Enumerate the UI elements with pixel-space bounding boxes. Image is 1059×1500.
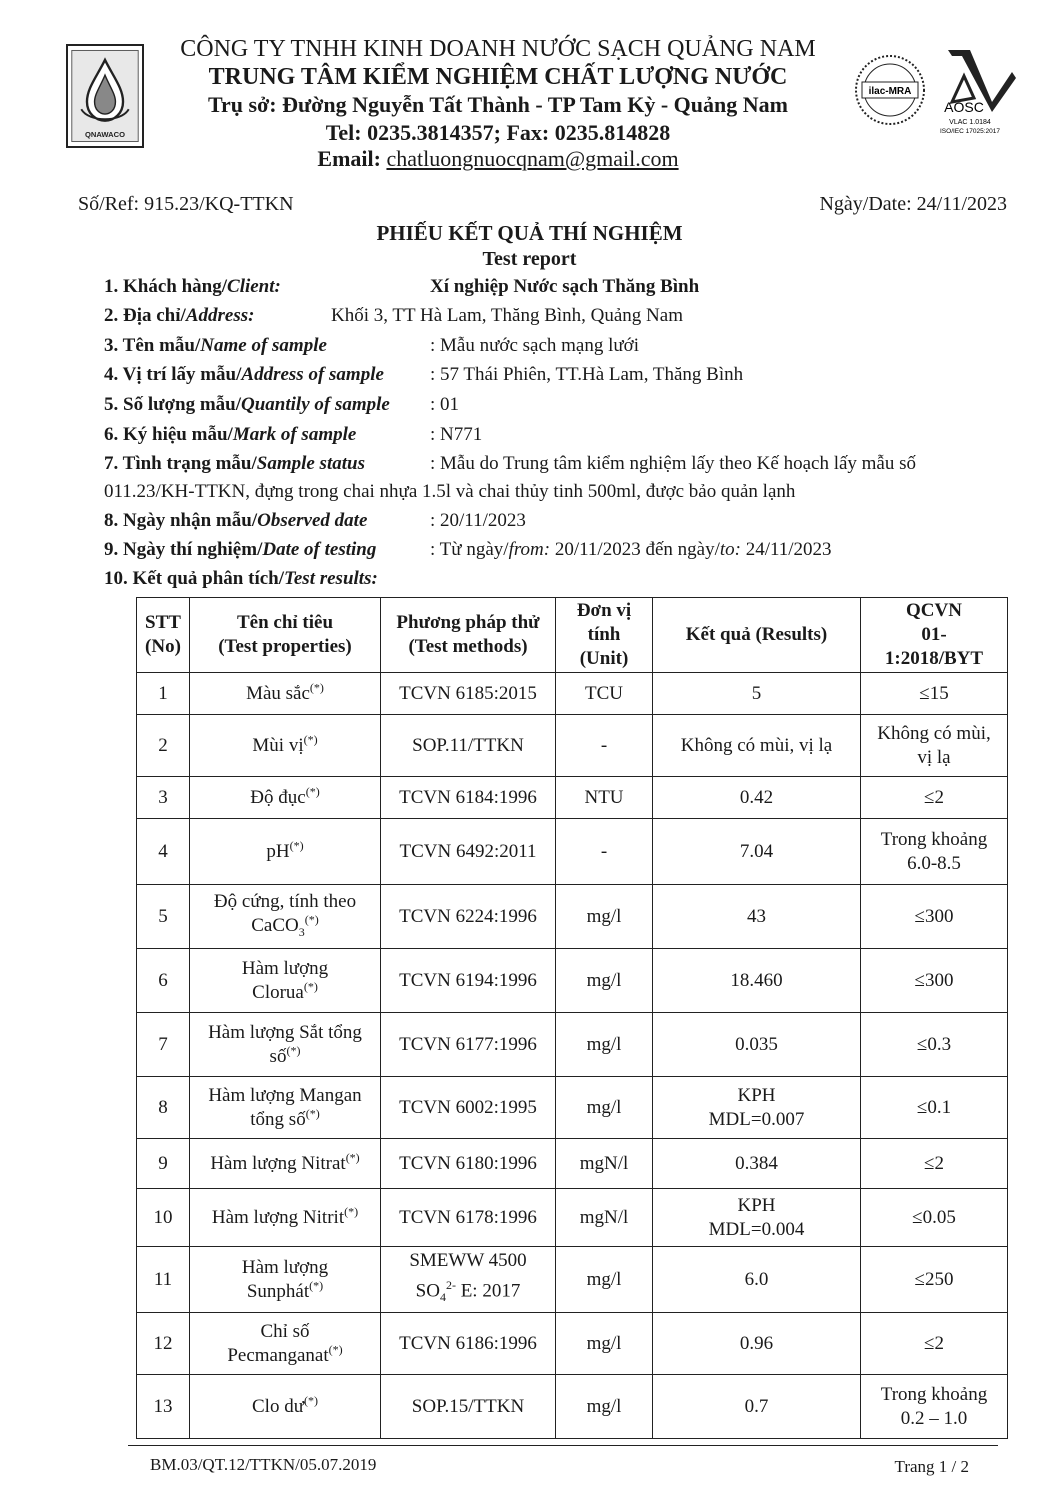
table-row: [137, 1139, 1008, 1189]
aosc-logo-icon: [940, 50, 1016, 135]
address-label-en: Address:: [185, 305, 255, 326]
cell-no: 1: [137, 673, 190, 715]
cell-standard: ≤2: [861, 1139, 1008, 1189]
cell-no: 2: [137, 715, 190, 777]
accreditation-logos: [852, 42, 1022, 138]
cell-unit: mgN/l: [556, 1189, 653, 1247]
email-label: Email:: [317, 146, 381, 171]
results-table: [136, 597, 1008, 1439]
cell-standard: ≤2: [861, 777, 1008, 819]
cell-unit: mg/l: [556, 949, 653, 1013]
header-result: Kết quả (Results): [653, 598, 861, 673]
cell-result: 43: [653, 885, 861, 949]
sample-name-label: 3. Tên mẫu/: [104, 335, 201, 356]
cell-result: KPH MDL=0.004: [653, 1189, 861, 1247]
center-phone: Tel: 0235.3814357; Fax: 0235.814828: [325, 120, 671, 145]
mark-value: : N771: [430, 424, 483, 445]
cell-result: 0.7: [653, 1375, 861, 1439]
cell-property: Hàm lượng Sunphát(*): [190, 1247, 381, 1313]
location-label: 4. Vị trí lấy mẫu/: [104, 364, 242, 385]
page-number: Trang 1 / 2: [894, 1457, 969, 1476]
cell-property: Hàm lượng Clorua(*): [190, 949, 381, 1013]
header-methods: Phương pháp thử (Test methods): [381, 598, 556, 673]
table-row: [137, 949, 1008, 1013]
cell-result: 0.42: [653, 777, 861, 819]
cell-unit: mg/l: [556, 885, 653, 949]
cell-no: 7: [137, 1013, 190, 1077]
company-name: CÔNG TY TNHH KINH DOANH NƯỚC SẠCH QUẢNG NAM: [180, 36, 816, 62]
cell-method: TCVN 6184:1996: [381, 777, 556, 819]
cell-property: Mùi vị(*): [190, 715, 381, 777]
cell-no: 4: [137, 819, 190, 885]
cell-standard: ≤2: [861, 1313, 1008, 1375]
table-row: [137, 1247, 1008, 1313]
cell-result: 18.460: [653, 949, 861, 1013]
mark-label-en: Mark of sample: [232, 424, 357, 445]
vilas-text: VLAC 1.0184: [949, 119, 991, 126]
cell-result: 0.035: [653, 1013, 861, 1077]
testing-to-en: to:: [719, 539, 741, 560]
cell-no: 11: [137, 1247, 190, 1313]
cell-property: Màu sắc(*): [190, 673, 381, 715]
cell-no: 10: [137, 1189, 190, 1247]
received-value: : 20/11/2023: [430, 510, 526, 531]
header-no: STT (No): [137, 598, 190, 673]
cell-method: TCVN 6194:1996: [381, 949, 556, 1013]
cell-method: TCVN 6224:1996: [381, 885, 556, 949]
center-name: TRUNG TÂM KIỂM NGHIỆM CHẤT LƯỢNG NƯỚC: [208, 64, 788, 90]
sample-name-value: : Mẫu nước sạch mạng lưới: [430, 335, 640, 356]
info-sample-location: [104, 364, 744, 386]
ilac-text: ilac-MRA: [868, 86, 912, 97]
cell-unit: -: [556, 715, 653, 777]
client-label-en: Client:: [227, 276, 281, 297]
cell-standard: ≤0.1: [861, 1077, 1008, 1139]
cell-standard: ≤300: [861, 949, 1008, 1013]
table-row: [137, 1013, 1008, 1077]
info-client: [104, 276, 700, 298]
address-label: 2. Địa chỉ/: [104, 305, 186, 326]
report-title-english: Test report: [482, 248, 577, 270]
results-label-en: Test results:: [284, 568, 378, 589]
cell-method: TCVN 6178:1996: [381, 1189, 556, 1247]
cell-method: TCVN 6180:1996: [381, 1139, 556, 1189]
cell-method: SOP.11/TTKN: [381, 715, 556, 777]
center-email-line: [150, 146, 846, 172]
table-row: [137, 673, 1008, 715]
cell-standard: ≤300: [861, 885, 1008, 949]
table-row: [137, 1313, 1008, 1375]
location-value: : 57 Thái Phiên, TT.Hà Lam, Thăng Bình: [430, 364, 744, 385]
cell-method: TCVN 6002:1995: [381, 1077, 556, 1139]
testing-from: 20/11/2023 đến ngày/: [550, 539, 720, 560]
info-sample-name: [104, 335, 640, 357]
status-label: 7. Tình trạng mẫu/: [104, 453, 257, 474]
report-date: Ngày/Date: 24/11/2023: [819, 193, 1007, 215]
testing-from-prefix: : Từ ngày/: [430, 539, 509, 560]
cell-result: 5: [653, 673, 861, 715]
cell-unit: mg/l: [556, 1077, 653, 1139]
cell-property: Hàm lượng Nitrat(*): [190, 1139, 381, 1189]
mark-label: 6. Ký hiệu mẫu/: [104, 424, 233, 445]
cell-result: 0.384: [653, 1139, 861, 1189]
quantity-value: : 01: [430, 394, 460, 415]
table-row: [137, 1189, 1008, 1247]
cell-property: Hàm lượng Sắt tổng số(*): [190, 1013, 381, 1077]
cell-standard: Trong khoảng 6.0-8.5: [861, 819, 1008, 885]
water-drop-logo-icon: [68, 46, 142, 146]
ilac-mra-seal-icon: [856, 56, 924, 124]
cell-method: SMEWW 4500 $SO_4^{2-}$ E: 2017: [381, 1247, 556, 1313]
cell-unit: mg/l: [556, 1013, 653, 1077]
status-label-en: Sample status: [256, 453, 365, 474]
form-code: BM.03/QT.12/TTKN/05.07.2019: [150, 1455, 377, 1474]
testing-from-en: from:: [508, 539, 551, 560]
company-logo: [66, 44, 144, 148]
cell-unit: TCU: [556, 673, 653, 715]
table-row: [137, 885, 1008, 949]
cell-no: 5: [137, 885, 190, 949]
cell-unit: mg/l: [556, 1375, 653, 1439]
info-sample-status: [104, 453, 917, 475]
received-label-en: Observed date: [257, 510, 368, 531]
info-sample-mark: [104, 424, 483, 446]
cell-method: TCVN 6186:1996: [381, 1313, 556, 1375]
client-label: 1. Khách hàng/: [104, 276, 228, 297]
cell-method: SOP.15/TTKN: [381, 1375, 556, 1439]
cell-no: 3: [137, 777, 190, 819]
location-label-en: Address of sample: [241, 364, 384, 385]
cell-unit: NTU: [556, 777, 653, 819]
cell-property: Hàm lượng Mangan tổng số(*): [190, 1077, 381, 1139]
cell-no: 12: [137, 1313, 190, 1375]
table-header-row: [137, 598, 1008, 673]
testing-value: [430, 539, 832, 561]
email-link[interactable]: chatluongnuocqnam@gmail.com: [386, 146, 679, 171]
cell-method: TCVN 6185:2015: [381, 673, 556, 715]
cell-result: Không có mùi, vị lạ: [653, 715, 861, 777]
table-row: [137, 1077, 1008, 1139]
header-unit: Đơn vị tính (Unit): [556, 598, 653, 673]
quantity-label-en: Quantily of sample: [241, 394, 390, 415]
sample-name-label-en: Name of sample: [200, 335, 327, 356]
cell-result: 0.96: [653, 1313, 861, 1375]
cell-standard: ≤15: [861, 673, 1008, 715]
cell-no: 8: [137, 1077, 190, 1139]
cell-unit: mgN/l: [556, 1139, 653, 1189]
cell-no: 9: [137, 1139, 190, 1189]
table-row: [137, 777, 1008, 819]
cell-property: Độ cứng, tính theo CaCO$_3$(*): [190, 885, 381, 949]
cell-result: 7.04: [653, 819, 861, 885]
table-row: [137, 819, 1008, 885]
cell-property: pH(*): [190, 819, 381, 885]
cell-unit: mg/l: [556, 1313, 653, 1375]
status-value-line-2: 011.23/KH-TTKN, đựng trong chai nhựa 1.5l và chai thủy tinh 500ml, được bảo quản lạnh: [104, 481, 796, 502]
cell-standard: ≤0.05: [861, 1189, 1008, 1247]
report-title: PHIẾU KẾT QUẢ THÍ NGHIỆM: [376, 221, 683, 245]
testing-label-en: Date of testing: [262, 539, 377, 560]
cell-standard: Trong khoảng 0.2 – 1.0: [861, 1375, 1008, 1439]
table-row: [137, 715, 1008, 777]
info-test-results: [104, 568, 378, 590]
address-value: Khối 3, TT Hà Lam, Thăng Bình, Quảng Nam: [331, 305, 683, 326]
testing-label: 9. Ngày thí nghiệm/: [104, 539, 263, 560]
cell-result: KPH MDL=0.007: [653, 1077, 861, 1139]
header-standard: QCVN 01- 1:2018/BYT: [861, 598, 1008, 673]
status-value: : Mẫu do Trung tâm kiểm nghiệm lấy theo Kế hoạch lấy mẫu số: [430, 453, 917, 474]
cell-method: TCVN 6492:2011: [381, 819, 556, 885]
results-label: 10. Kết quả phân tích/: [104, 568, 285, 589]
cell-property: Hàm lượng Nitrit(*): [190, 1189, 381, 1247]
quantity-label: 5. Số lượng mẫu/: [104, 394, 242, 415]
logo-text: QNAWACO: [85, 129, 125, 139]
footer-divider: [128, 1445, 998, 1446]
testing-to: 24/11/2023: [740, 539, 832, 560]
cell-unit: mg/l: [556, 1247, 653, 1313]
cell-standard: ≤250: [861, 1247, 1008, 1313]
cell-standard: Không có mùi, vị lạ: [861, 715, 1008, 777]
info-testing-date: [104, 539, 832, 561]
reference-number: Số/Ref: 915.23/KQ-TTKN: [78, 193, 294, 215]
center-address: Trụ sở: Đường Nguyễn Tất Thành - TP Tam Kỳ - Quảng Nam: [208, 92, 788, 117]
aosc-text: AOSC: [944, 99, 984, 115]
info-sample-quantity: [104, 394, 460, 416]
iso-text: ISO/IEC 17025:2017: [940, 128, 1000, 135]
received-label: 8. Ngày nhận mẫu/: [104, 510, 258, 531]
cell-no: 13: [137, 1375, 190, 1439]
cell-unit: -: [556, 819, 653, 885]
client-value: Xí nghiệp Nước sạch Thăng Bình: [430, 276, 700, 297]
info-received-date: [104, 510, 526, 532]
table-row: [137, 1375, 1008, 1439]
cell-no: 6: [137, 949, 190, 1013]
cell-result: 6.0: [653, 1247, 861, 1313]
header-properties: Tên chỉ tiêu (Test properties): [190, 598, 381, 673]
cell-property: Chỉ số Pecmanganat(*): [190, 1313, 381, 1375]
cell-standard: ≤0.3: [861, 1013, 1008, 1077]
info-address: [104, 305, 683, 327]
cell-method: TCVN 6177:1996: [381, 1013, 556, 1077]
cell-property: Độ đục(*): [190, 777, 381, 819]
cell-property: Clo dư(*): [190, 1375, 381, 1439]
